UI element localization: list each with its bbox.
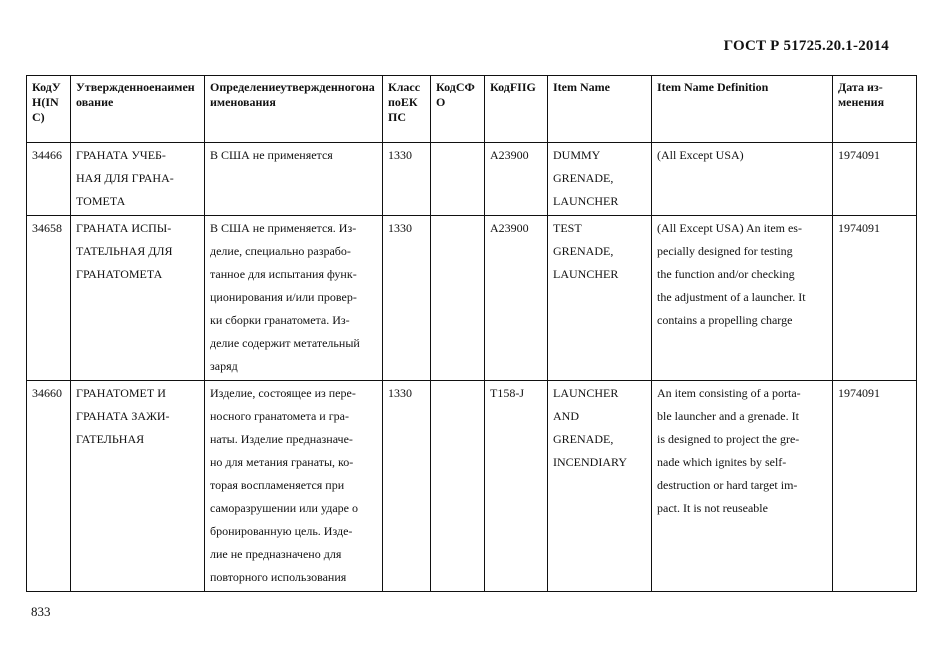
cell-line: Дата из- [838, 80, 883, 94]
cell-ekps-class: 1330 [383, 216, 431, 381]
cell-line: делие, специально разрабо- [210, 244, 351, 258]
cell-line: В США не применяется. Из- [210, 221, 357, 235]
cell-line: pecially designed for testing [657, 244, 793, 258]
cell-line: С [397, 110, 407, 124]
cell-line: но для метания гранаты, ко- [210, 455, 354, 469]
cell-change-date: 1974091 [833, 216, 917, 381]
cell-line: (INC) [32, 95, 59, 124]
cell-sfo-code [431, 381, 485, 592]
cell-line: GRENADE, [553, 432, 614, 446]
cell-line: An item consisting of a porta- [657, 386, 801, 400]
nomenclature-table [26, 75, 917, 592]
cell-line: Item Name Definition [657, 80, 769, 94]
cell-line: DUMMY [553, 148, 601, 162]
cell-line: УН [32, 80, 61, 109]
cell-line: is designed to project the gre- [657, 432, 800, 446]
cell-inc: 34660 [27, 381, 71, 592]
cell-line: Код [436, 80, 456, 94]
header-definition [205, 76, 383, 143]
header-sfo-code [431, 76, 485, 143]
cell-line: AND [553, 409, 579, 423]
cell-line: наты. Изделие предназначе- [210, 432, 353, 446]
table-header-row [27, 76, 917, 143]
cell-definition [205, 143, 383, 216]
cell-line: ГРАНАТА ИСПЫ- [76, 221, 172, 235]
cell-line: contains a propelling charge [657, 313, 793, 327]
cell-line: менения [838, 95, 885, 109]
cell-line: INCENDIARY [553, 455, 627, 469]
cell-line: Определение [210, 80, 281, 94]
cell-line: ки сборки гранатомета. Из- [210, 313, 350, 327]
cell-line: Утвержденное [76, 80, 155, 94]
cell-line: заряд [210, 359, 238, 373]
cell-line: Item Name [553, 80, 610, 94]
header-item-name [548, 76, 652, 143]
cell-line: nade which ignites by self- [657, 455, 787, 469]
cell-line: LAUNCHER [553, 267, 619, 281]
cell-line: ble launcher and a grenade. It [657, 409, 799, 423]
cell-inc: 34658 [27, 216, 71, 381]
cell-change-date: 1974091 [833, 143, 917, 216]
cell-change-date: 1974091 [833, 381, 917, 592]
cell-line: GRENADE, [553, 171, 614, 185]
cell-line: В США не применяется [210, 148, 333, 162]
cell-line: pact. It is not reuseable [657, 501, 768, 515]
cell-line: (All Except USA) An item es- [657, 221, 802, 235]
cell-definition [205, 216, 383, 381]
cell-line: Класс [388, 80, 421, 94]
cell-item-name [548, 143, 652, 216]
cell-approved-name [71, 143, 205, 216]
cell-line: Изделие, состоящее из пере- [210, 386, 356, 400]
cell-line: the function and/or checking [657, 267, 795, 281]
header-fiig-code [485, 76, 548, 143]
cell-line: LAUNCHER [553, 386, 619, 400]
cell-approved-name [71, 381, 205, 592]
header-change-date [833, 76, 917, 143]
cell-item-name [548, 381, 652, 592]
cell-line: утвержденного [280, 80, 362, 94]
cell-line: ционирования и/или провер- [210, 290, 357, 304]
table-row [27, 381, 917, 592]
cell-definition [205, 381, 383, 592]
cell-line: destruction or hard target im- [657, 478, 798, 492]
cell-line: ГРАНАТА УЧЕБ- [76, 148, 166, 162]
cell-fiig-code: T158-J [485, 381, 548, 592]
cell-line: СФО [436, 80, 475, 109]
cell-sfo-code [431, 216, 485, 381]
header-approved-name [71, 76, 205, 143]
cell-line: GRENADE, [553, 244, 614, 258]
table-row [27, 143, 917, 216]
cell-line: носного гранатомета и гра- [210, 409, 349, 423]
cell-line: ЕКП [388, 95, 418, 124]
cell-line: повторного использования [210, 570, 347, 584]
cell-line: ГРАНАТА ЗАЖИ- [76, 409, 170, 423]
cell-line: Код [490, 80, 510, 94]
cell-line: LAUNCHER [553, 194, 619, 208]
cell-line: танное для испытания функ- [210, 267, 357, 281]
cell-line: FIIG [509, 80, 536, 94]
cell-line: ГРАНАТОМЕТА [76, 267, 163, 281]
cell-item-name [548, 216, 652, 381]
cell-line: лие не предназначено для [210, 547, 342, 561]
cell-line: the adjustment of a launcher. It [657, 290, 806, 304]
cell-line: наименования [210, 80, 375, 109]
cell-line: по [388, 95, 401, 109]
cell-fiig-code: A23900 [485, 216, 548, 381]
document-standard-header: ГОСТ Р 51725.20.1-2014 [723, 38, 889, 54]
cell-line: делие содержит метательный [210, 336, 360, 350]
cell-ekps-class: 1330 [383, 381, 431, 592]
cell-sfo-code [431, 143, 485, 216]
page-number: 833 [31, 604, 51, 619]
cell-line: саморазрушении или ударе о [210, 501, 358, 515]
cell-line: (All Except USA) [657, 148, 744, 162]
header-ekps-class [383, 76, 431, 143]
cell-line: TEST [553, 221, 582, 235]
cell-line: ГАТЕЛЬНАЯ [76, 432, 145, 446]
cell-line: бронированную цель. Изде- [210, 524, 353, 538]
cell-inc: 34466 [27, 143, 71, 216]
cell-item-name-definition [652, 381, 833, 592]
cell-item-name-definition [652, 216, 833, 381]
header-inc [27, 76, 71, 143]
cell-line: НАЯ ДЛЯ ГРАНА- [76, 171, 174, 185]
cell-line: ГРАНАТОМЕТ И [76, 386, 166, 400]
header-item-name-definition [652, 76, 833, 143]
cell-item-name-definition [652, 143, 833, 216]
cell-line: Код [32, 80, 52, 94]
cell-line: ТОМЕТА [76, 194, 126, 208]
cell-line: ТАТЕЛЬНАЯ ДЛЯ [76, 244, 173, 258]
cell-fiig-code: A23900 [485, 143, 548, 216]
table-row [27, 216, 917, 381]
cell-line: торая воспламеняется при [210, 478, 345, 492]
cell-ekps-class: 1330 [383, 143, 431, 216]
cell-line: наименование [76, 80, 195, 109]
cell-approved-name [71, 216, 205, 381]
